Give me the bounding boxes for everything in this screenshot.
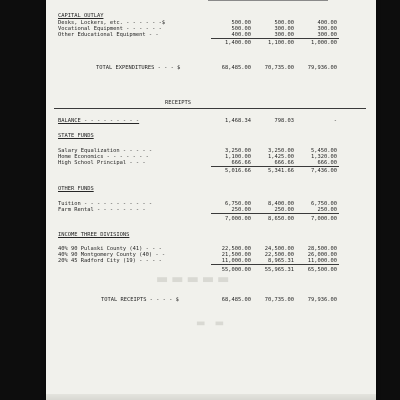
other-row-1-label: Tuition - - - - - - - - - - - (58, 201, 153, 207)
other-row-2-v2: 250.00 (274, 207, 294, 213)
capital-row-3-v1: 400.00 (231, 32, 251, 38)
other-funds-heading: OTHER FUNDS (58, 186, 94, 192)
total-expenditures-v2: 70,735.00 (264, 65, 294, 71)
capital-subtotal-rule (211, 38, 339, 39)
total-receipts-label: TOTAL RECEIPTS - - - - $ (101, 297, 179, 303)
capital-total-v2: 1,100.00 (268, 40, 294, 46)
income-row-1-v2: 24,500.00 (264, 246, 294, 252)
state-row-1-label: Salary Equalization - - - - - (58, 148, 153, 154)
state-row-1-v3: 5,450.00 (311, 148, 337, 154)
capital-row-1-v3: 400.00 (317, 20, 337, 26)
capital-row-2-v1: 500.00 (231, 26, 251, 32)
total-receipts-v2: 70,735.00 (264, 297, 294, 303)
bleed-through-mark: ▬▬▬▬▬ (156, 272, 233, 287)
capital-row-2-v2: 300.00 (274, 26, 294, 32)
income-row-3-v1: 11,000.00 (221, 258, 251, 264)
state-total-v3: 7,436.00 (311, 168, 337, 174)
other-subtotal-rule (211, 213, 339, 214)
total-expenditures-v1: 68,485.00 (221, 65, 251, 71)
state-row-1-v1: 3,250.00 (225, 148, 251, 154)
balance-v1: 1,468.34 (225, 118, 251, 124)
other-row-1-v2: 8,400.00 (268, 201, 294, 207)
total-expenditures-label: TOTAL EXPENDITURES - - - $ (96, 65, 181, 71)
income-total-v3: 65,500.00 (307, 267, 337, 273)
income-divisions-heading: INCOME THREE DIVISIONS (58, 232, 130, 238)
state-row-1-v2: 3,250.00 (268, 148, 294, 154)
capital-row-1-v1: 500.00 (231, 20, 251, 26)
state-funds-heading: STATE FUNDS (58, 133, 94, 139)
capital-row-2-label: Vocational Equipment - - - - - - (58, 26, 162, 32)
capital-row-1-label: Desks, Lockers, etc. - - - - - -$ (58, 20, 166, 26)
income-subtotal-rule (211, 264, 339, 265)
other-total-v2: 8,650.00 (268, 216, 294, 222)
income-row-2-v1: 21,500.00 (221, 252, 251, 258)
income-row-3-v2: 8,965.31 (268, 258, 294, 264)
receipts-title: RECEIPTS (165, 100, 191, 106)
state-row-3-label: High School Principal - - - (58, 160, 146, 166)
total-expenditures-v3: 79,936.00 (307, 65, 337, 71)
other-total-v3: 7,000.00 (311, 216, 337, 222)
income-total-v2: 55,965.31 (264, 267, 294, 273)
other-row-1-v1: 6,750.00 (225, 201, 251, 207)
capital-row-3-v2: 300.00 (274, 32, 294, 38)
income-row-1-v1: 22,500.00 (221, 246, 251, 252)
state-row-2-label: Home Economics - - - - - - - (58, 154, 149, 160)
capital-total-v1: 1,400.00 (225, 40, 251, 46)
capital-total-v3: 1,000.00 (311, 40, 337, 46)
other-total-v1: 7,000.00 (225, 216, 251, 222)
state-total-v1: 5,016.66 (225, 168, 251, 174)
income-row-3-v3: 11,000.00 (307, 258, 337, 264)
state-row-3-v1: 666.66 (231, 160, 251, 166)
state-row-3-v3: 666.00 (317, 160, 337, 166)
income-row-1-label: 40% 90 Pulaski County (41) - - - (58, 246, 162, 252)
state-row-2-v1: 1,100.00 (225, 154, 251, 160)
balance-v3: - (333, 118, 337, 124)
receipts-rule (54, 108, 366, 109)
state-row-3-v2: 666.66 (274, 160, 294, 166)
total-receipts-v1: 68,485.00 (221, 297, 251, 303)
state-row-2-v2: 1,425.00 (268, 154, 294, 160)
income-row-2-label: 40% 90 Montgomery County (40) - - (58, 252, 166, 258)
income-row-1-v3: 28,500.00 (307, 246, 337, 252)
capital-row-3-v3: 300.00 (317, 32, 337, 38)
total-receipts-v3: 79,936.00 (307, 297, 337, 303)
other-row-2-label: Farm Rental - - - - - - - - (58, 207, 146, 213)
income-row-3-label: 20% 45 Radford City (19) - - - - (58, 258, 162, 264)
top-header-rule (208, 0, 328, 1)
capital-row-2-v3: 300.00 (317, 26, 337, 32)
capital-row-1-v2: 500.00 (274, 20, 294, 26)
income-row-2-v3: 26,000.00 (307, 252, 337, 258)
capital-outlay-heading: CAPITAL OUTLAY (58, 13, 104, 19)
other-row-2-v3: 250.00 (317, 207, 337, 213)
balance-v2: 798.03 (274, 118, 294, 124)
state-row-2-v3: 1,320.00 (311, 154, 337, 160)
state-subtotal-rule (211, 166, 339, 167)
state-total-v2: 5,341.66 (268, 168, 294, 174)
income-row-2-v2: 22,500.00 (264, 252, 294, 258)
other-row-2-v1: 250.00 (231, 207, 251, 213)
bleed-through-mark-lower: ▬ ▬ (196, 318, 228, 329)
other-row-1-v3: 6,750.00 (311, 201, 337, 207)
document-page (46, 0, 376, 400)
income-total-v1: 55,000.00 (221, 267, 251, 273)
balance-label: BALANCE - - - - - - - - - (58, 118, 140, 124)
capital-row-3-label: Other Educational Equipment - - (58, 32, 159, 38)
